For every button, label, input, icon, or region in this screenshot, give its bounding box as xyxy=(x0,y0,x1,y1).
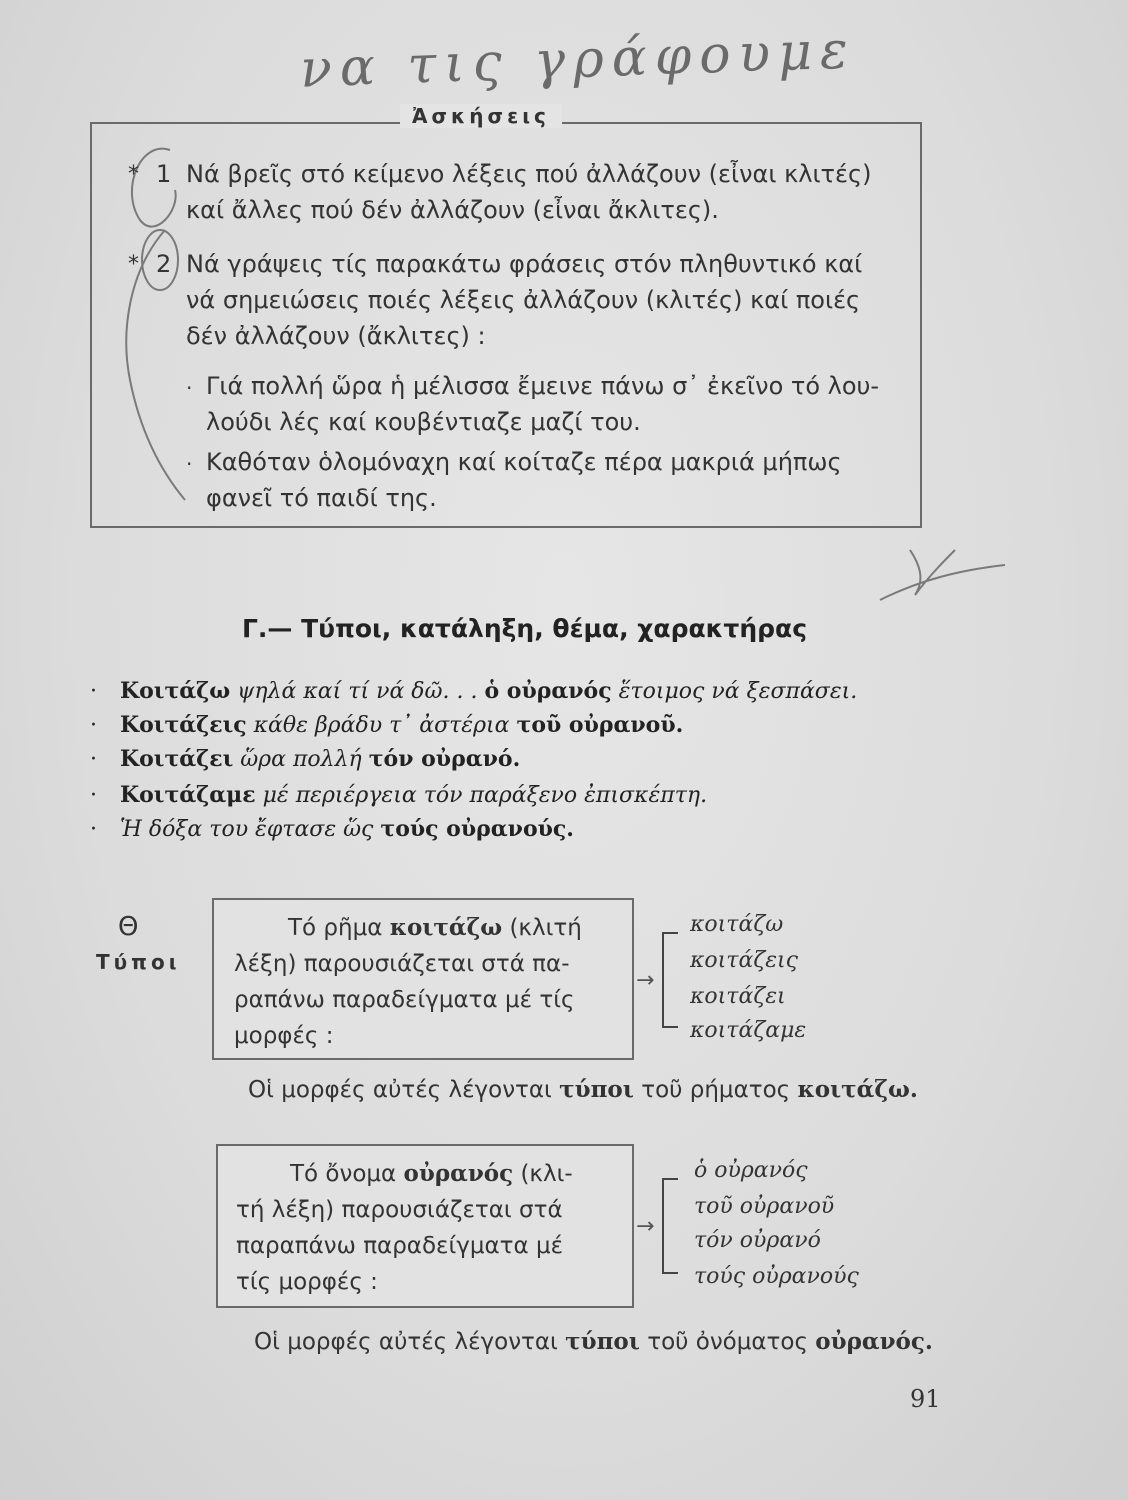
theta-symbol: Θ xyxy=(118,912,139,942)
noun-box-line-2: τή λέξη) παρουσιάζεται στά xyxy=(236,1197,563,1223)
exercise-2-line-3: δέν ἀλλάζουν (ἄκλιτες) : xyxy=(186,322,486,350)
noun-box-line-1: Τό ὄνομα οὐρανός (κλι- xyxy=(290,1160,573,1187)
noun-box-line-4: τίς μορφές : xyxy=(236,1269,378,1295)
noun-form-4: τούς οὐρανούς xyxy=(694,1264,859,1289)
verb-box-line-4: μορφές : xyxy=(234,1023,334,1049)
example-row-4: · Κοιτάζαμε μέ περιέργεια τόν παράξενο ἐπισκέπτη. xyxy=(90,782,708,808)
sentence-2-bullet: · xyxy=(186,452,193,476)
sentence-1-bullet: · xyxy=(186,376,193,400)
section-title: Γ.— Τύποι, κατάληξη, θέμα, χαρακτήρας xyxy=(242,614,808,643)
sentence-1-line-1: Γιά πολλή ὥρα ἡ μέλισσα ἔμεινε πάνω σ᾿ ἐκεῖνο τό λου- xyxy=(206,372,880,400)
exercise-1-line-1: Νά βρεῖς στό κείμενο λέξεις πού ἀλλάζουν (εἶναι κλιτές) xyxy=(186,160,872,188)
exercises-title: Ἀσκήσεις xyxy=(400,104,562,128)
verb-box-line-2: λέξη) παρουσιάζεται στά πα- xyxy=(234,951,570,977)
verb-box-line-1: Τό ρῆμα κοιτάζω (κλιτή xyxy=(288,914,582,941)
arrow-right-icon: → xyxy=(636,968,655,993)
typoi-label: Τύποι xyxy=(96,950,181,974)
sentence-1-line-2: λούδι λές καί κουβέντιαζε μαζί του. xyxy=(206,408,641,436)
example-row-2: · Κοιτάζεις κάθε βράδυ τ᾿ ἀστέρια τοῦ οὐρανοῦ. xyxy=(90,712,684,738)
exercise-2-number: 2 xyxy=(156,250,172,278)
verb-form-3: κοιτάζει xyxy=(690,984,786,1009)
noun-summary: Οἱ μορφές αὐτές λέγονται τύποι τοῦ ὀνόματος οὐρανός. xyxy=(254,1328,933,1355)
handwritten-note: να τις γράφουμε xyxy=(299,20,857,100)
verb-forms-bracket xyxy=(662,932,678,1028)
exercise-2-star: * xyxy=(128,252,139,277)
example-row-3: · Κοιτάζει ὥρα πολλή τόν οὐρανό. xyxy=(90,746,521,772)
verb-form-4: κοιτάζαμε xyxy=(690,1018,807,1043)
verb-box-line-3: ραπάνω παραδείγματα μέ τίς xyxy=(234,987,575,1013)
noun-form-1: ὁ οὐρανός xyxy=(694,1158,808,1183)
noun-form-3: τόν οὐρανό xyxy=(694,1228,821,1253)
sentence-2-line-2: φανεῖ τό παιδί της. xyxy=(206,484,437,512)
noun-box-line-3: παραπάνω παραδείγματα μέ xyxy=(236,1233,564,1259)
page-number: 91 xyxy=(910,1385,941,1413)
exercise-1-number: 1 xyxy=(156,160,172,188)
sentence-2-line-1: Καθόταν ὁλομόναχη καί κοίταζε πέρα μακριά μήπως xyxy=(206,448,842,476)
example-row-1: · Κοιτάζω ψηλά καί τί νά δῶ. . . ὁ οὐρανός ἕτοιμος νά ξεσπάσει. xyxy=(90,678,858,704)
example-row-5: · Ἡ δόξα του ἔφτασε ὥς τούς οὐρανούς. xyxy=(90,816,574,842)
verb-summary: Οἱ μορφές αὐτές λέγονται τύποι τοῦ ρήματος κοιτάζω. xyxy=(248,1076,918,1103)
exercise-1-star: * xyxy=(128,162,139,187)
noun-forms-bracket xyxy=(662,1178,678,1274)
verb-form-1: κοιτάζω xyxy=(690,912,784,937)
verb-form-2: κοιτάζεις xyxy=(690,948,799,973)
exercise-2-line-1: Νά γράψεις τίς παρακάτω φράσεις στόν πληθυντικό καί xyxy=(186,250,863,278)
exercise-2-line-2: νά σημειώσεις ποιές λέξεις ἀλλάζουν (κλιτές) καί ποιές xyxy=(186,286,861,314)
noun-form-2: τοῦ οὐρανοῦ xyxy=(694,1194,835,1219)
arrow-right-icon: → xyxy=(636,1214,655,1239)
exercise-1-line-2: καί ἄλλες πού δέν ἀλλάζουν (εἶναι ἄκλιτες). xyxy=(186,196,719,224)
handwritten-check-icon xyxy=(870,540,1010,610)
